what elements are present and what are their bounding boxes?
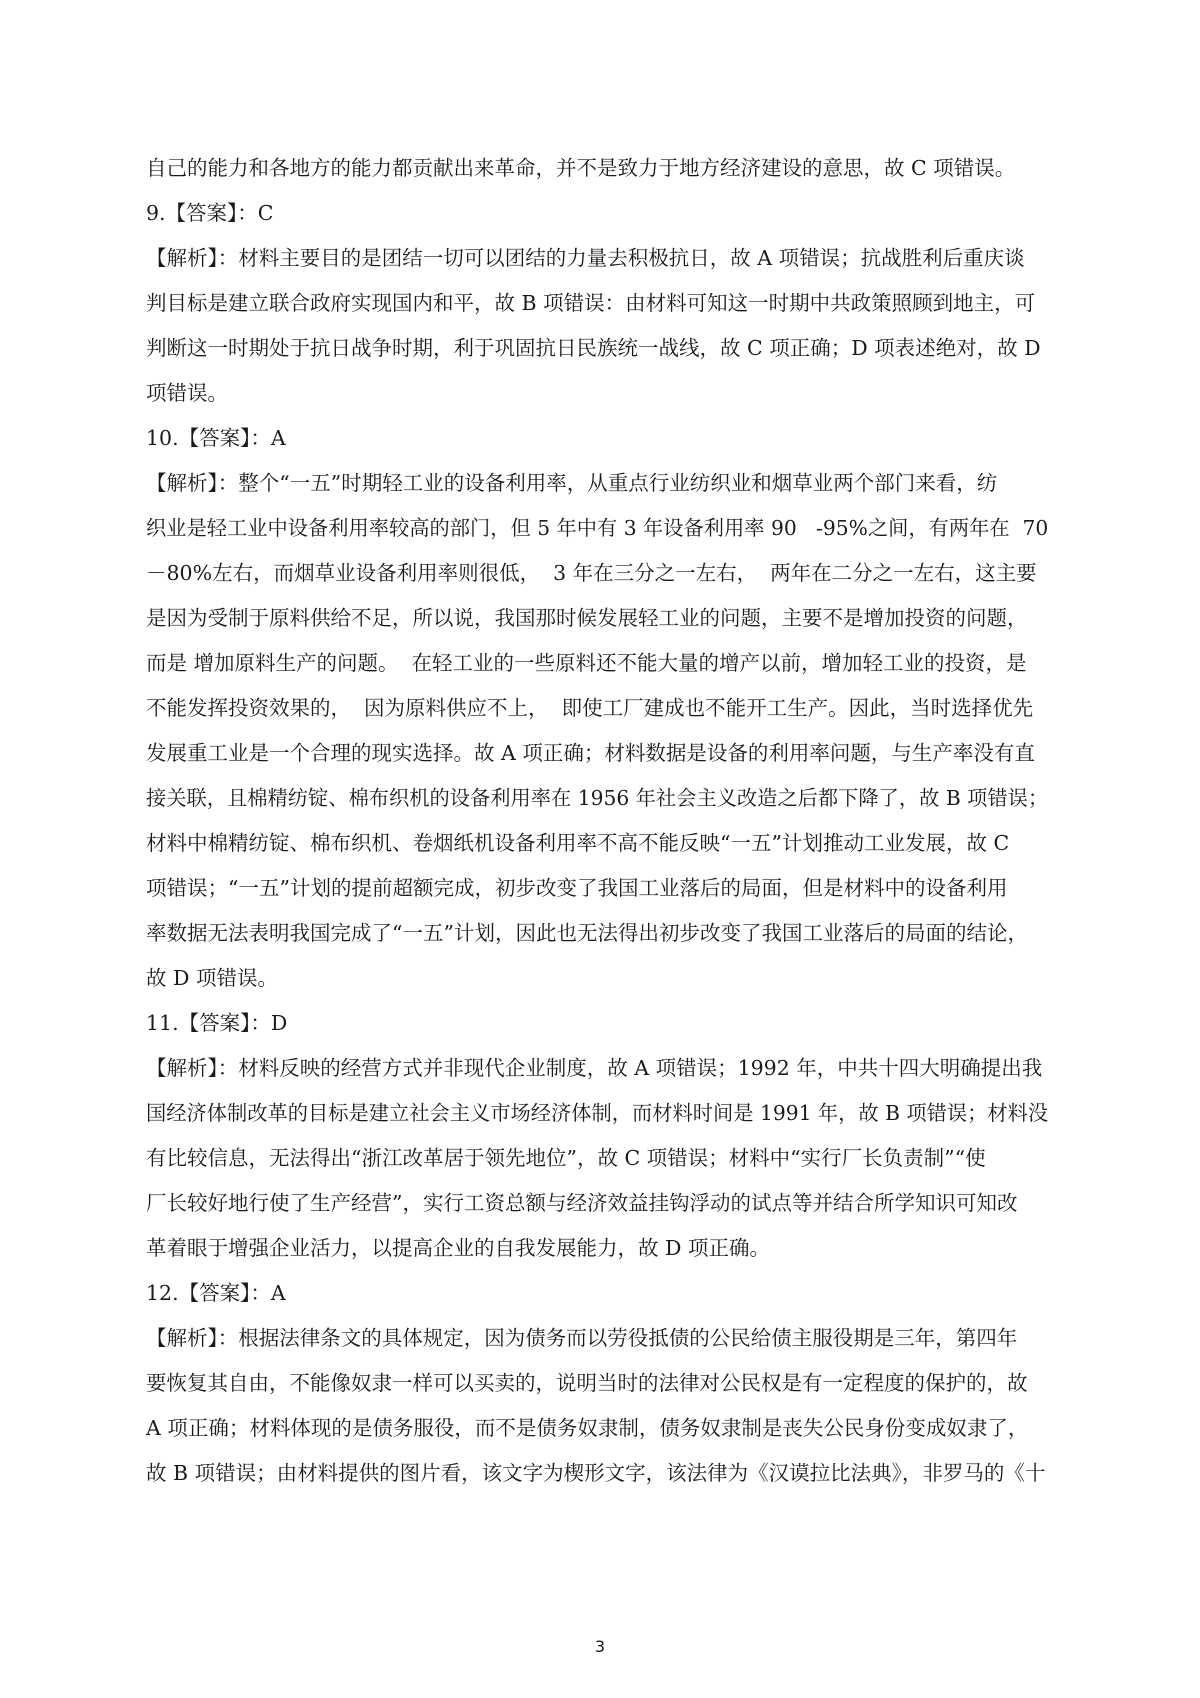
text-line — [146, 551, 1056, 596]
text-line — [146, 686, 1056, 731]
text-line-content: 【解析】：根据法律条文的具体规定，因为债务而以劳役抵债的公民给债主服役期是三年，第四年 — [146, 1326, 1018, 1350]
text-line-content: 【解析】：整个“一五”时期轻工业的设备利用率，从重点行业纺织业和烟草业两个部门来看，纺 — [146, 471, 998, 495]
text-line — [146, 1406, 1056, 1451]
answer-heading-text: 10.【答案】：A — [146, 426, 286, 450]
text-line-content: 项错误；“一五”计划的提前超额完成，初步改变了我国工业落后的局面，但是材料中的设备利用 — [146, 876, 1008, 900]
text-line — [146, 1046, 1056, 1091]
text-line-content: A 项正确；材料体现的是债务服役，而不是债务奴隶制，债务奴隶制是丧失公民身份变成奴隶了， — [146, 1416, 1029, 1440]
text-line — [146, 956, 1056, 1001]
answer-heading — [146, 1271, 1056, 1316]
page-number: 3 — [594, 1637, 606, 1656]
text-line — [146, 1181, 1056, 1226]
text-line-content: 故 D 项错误。 — [146, 966, 278, 990]
text-line — [146, 326, 1056, 371]
text-line — [146, 371, 1056, 416]
text-line-content: 自己的能力和各地方的能力都贡献出来革命，并不是致力于地方经济建设的意思，故 C 项错误。 — [146, 156, 1016, 180]
text-line — [146, 461, 1056, 506]
text-line-content: 率数据无法表明我国完成了“一五”计划，因此也无法得出初步改变了我国工业落后的局面的结论， — [146, 921, 1028, 945]
answer-heading — [146, 416, 1056, 461]
text-line — [146, 641, 1056, 686]
text-line-content: －80%左右，而烟草业设备利用率则很低， 3 年在三分之一左右， 两年在二分之一左右，这主要 — [146, 561, 1037, 585]
text-line — [146, 821, 1056, 866]
text-line-content: 项错误。 — [146, 381, 228, 405]
text-line-content: 材料中棉精纺锭、棉布织机、卷烟纸机设备利用率不高不能反映“一五”计划推动工业发展，故 C — [146, 831, 1010, 855]
text-line-content: 革着眼于增强企业活力，以提高企业的自我发展能力，故 D 项正确。 — [146, 1236, 770, 1260]
text-line-content: 而是 增加原料生产的问题。 在轻工业的一些原料还不能大量的增产以前，增加轻工业的投资，是 — [146, 651, 1027, 675]
text-line-content: 国经济体制改革的目标是建立社会主义市场经济体制，而材料时间是 1991 年，故 B 项错误；材料没 — [146, 1101, 1049, 1125]
text-line-content: 厂长较好地行使了生产经营”，实行工资总额与经济效益挂钩浮动的试点等并结合所学知识可知改 — [146, 1191, 1018, 1215]
text-line-content: 判断这一时期处于抗日战争时期，利于巩固抗日民族统一战线，故 C 项正确；D 项表述绝对，故 D — [146, 336, 1041, 360]
text-line — [146, 866, 1056, 911]
text-line-content: 判目标是建立联合政府实现国内和平，故 B 项错误：由材料可知这一时期中共政策照顾到地主，可 — [146, 291, 1036, 315]
text-line — [146, 1361, 1056, 1406]
text-line — [146, 911, 1056, 956]
text-line — [146, 596, 1056, 641]
text-line-content: 【解析】：材料反映的经营方式并非现代企业制度，故 A 项错误；1992 年，中共十四大明确提出我 — [146, 1056, 1043, 1080]
text-line-content: 有比较信息，无法得出“浙江改革居于领先地位”，故 C 项错误；材料中“实行厂长负责制”“使 — [146, 1146, 986, 1170]
text-line-content: 是因为受制于原料供给不足，所以说，我国那时候发展轻工业的问题，主要不是增加投资的问题， — [146, 606, 1028, 630]
text-line — [146, 1316, 1056, 1361]
text-line-content: 发展重工业是一个合理的现实选择。故 A 项正确；材料数据是设备的利用率问题，与生产率没有直 — [146, 741, 1035, 765]
answer-heading — [146, 1001, 1056, 1046]
text-line — [146, 776, 1056, 821]
text-line-content: 织业是轻工业中设备利用率较高的部门，但 5 年中有 3 年设备利用率 90 -95%之间，有两年在 70 — [146, 516, 1049, 540]
text-line-content: 不能发挥投资效果的， 因为原料供应不上， 即使工厂建成也不能开工生产。因此，当时选择优先 — [146, 696, 1034, 720]
text-line — [146, 1091, 1056, 1136]
text-line — [146, 146, 1056, 191]
text-line-content: 故 B 项错误；由材料提供的图片看，该文字为楔形文字，该法律为《汉谟拉比法典》，非罗马的《十 — [146, 1461, 1046, 1485]
text-line — [146, 1136, 1056, 1181]
text-line-content: 要恢复其自由，不能像奴隶一样可以买卖的，说明当时的法律对公民权是有一定程度的保护的，故 — [146, 1371, 1028, 1395]
text-line — [146, 1451, 1056, 1496]
text-line — [146, 1226, 1056, 1271]
document-body — [146, 146, 1056, 1496]
answer-heading — [146, 191, 1056, 236]
answer-heading-text: 9.【答案】：C — [146, 201, 274, 225]
text-line — [146, 506, 1056, 551]
text-line-content: 接关联，且棉精纺锭、棉布织机的设备利用率在 1956 年社会主义改造之后都下降了，故 B 项错误； — [146, 786, 1049, 810]
text-line — [146, 281, 1056, 326]
text-line — [146, 236, 1056, 281]
answer-heading-text: 11.【答案】：D — [146, 1011, 288, 1035]
text-line-content: 【解析】：材料主要目的是团结一切可以团结的力量去积极抗日，故 A 项错误；抗战胜利后重庆谈 — [146, 246, 1025, 270]
answer-heading-text: 12.【答案】：A — [146, 1281, 286, 1305]
text-line — [146, 731, 1056, 776]
